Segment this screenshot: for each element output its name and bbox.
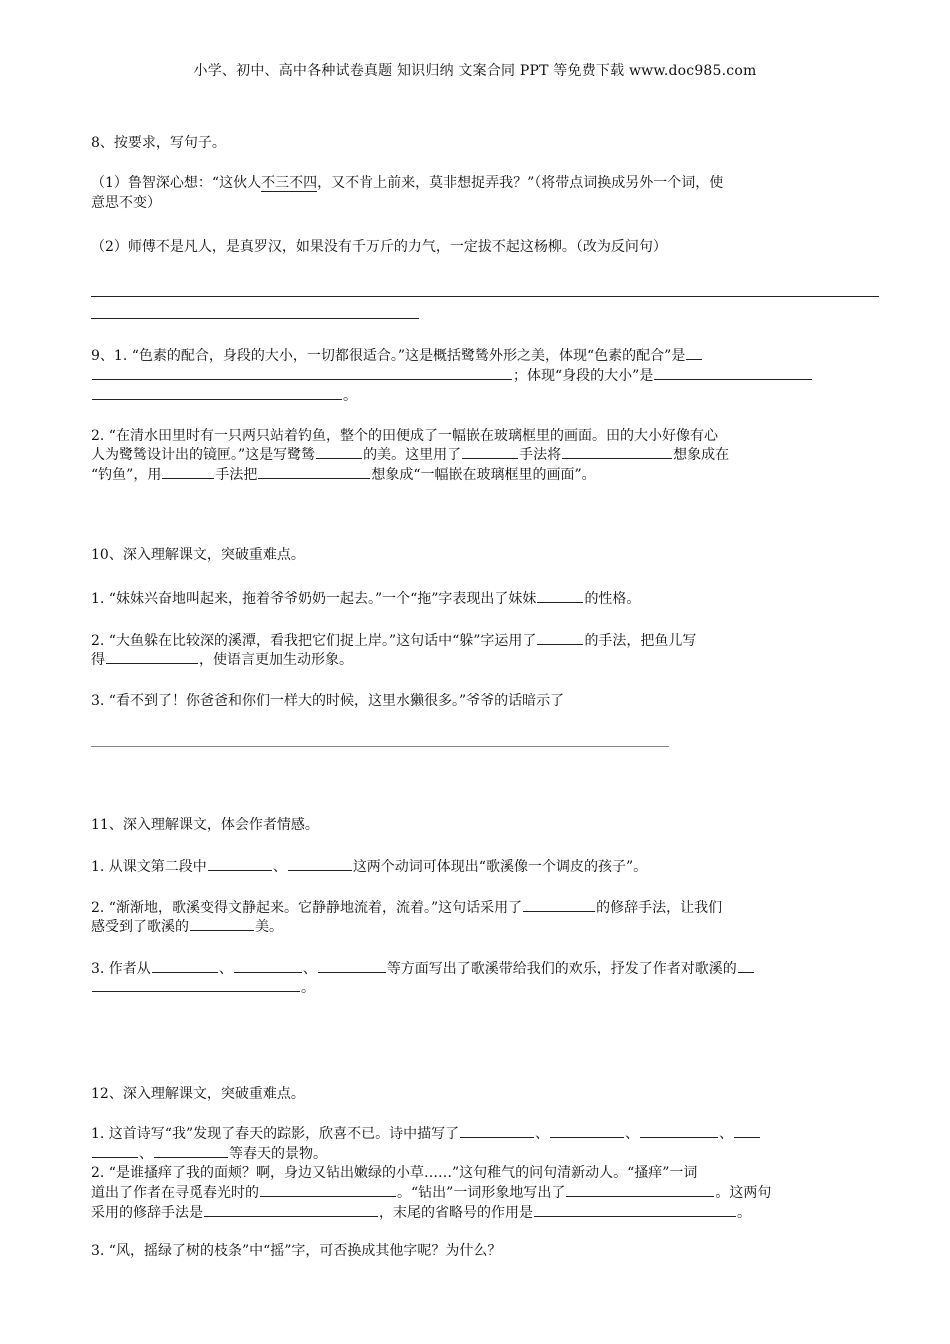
q8-sentence-1-cont: 意思不变） (91, 195, 161, 211)
q11-item-2-line-2: 感受到了歌溪的 美。 (91, 916, 863, 937)
blank (190, 916, 254, 931)
blank (234, 958, 302, 973)
blank (316, 444, 362, 459)
blank (550, 1123, 624, 1138)
q9-p2-line-3: “钓鱼”，用 手法把 想象成“一幅嵌在玻璃框里的画面”。 (91, 464, 863, 485)
q10-item-3: 3. “看不到了！你爸爸和你们一样大的时候，这里水獭很多。”爷爷的话暗示了 (91, 693, 565, 709)
blank (208, 856, 272, 871)
q10-item-2-line-2: 得 ，使语言更加生动形象。 (91, 649, 863, 670)
q12-item-2-line-2: 道出了作者在寻觅春光时的 。“钻出”一词形象地写出了 。这两句 (91, 1182, 863, 1203)
blank (562, 444, 672, 459)
blank (92, 365, 512, 380)
blank (318, 958, 386, 973)
q9-p2-line-2: 人为鹭鸶设计出的镜匣。”这是写鹭鸶 的美。这里用了 手法将 想象成在 (91, 444, 863, 465)
q10-item-2-line-1: 2. “大鱼躲在比较深的溪潭，看我把它们捉上岸。”这句话中“躲”字运用了 的手法，把鱼儿写 (91, 630, 863, 651)
page-header: 小学、初中、高中各种试卷真题 知识归纳 文案合同 PPT 等免费下载 www.doc985.com (193, 63, 757, 79)
q12-title: 12、深入理解课文，突破重难点。 (91, 1086, 305, 1102)
q9-line-3: 。 (91, 385, 863, 406)
blank (106, 649, 198, 664)
q10-title: 10、深入理解课文，突破重难点。 (91, 547, 305, 563)
blank (534, 1202, 736, 1217)
blank (92, 385, 342, 400)
blank (460, 1123, 534, 1138)
q9-line-1: 9、1. “色素的配合，身段的大小，一切都很适合。”这是概括鹭鸶外形之美，体现“色素的配合”是 (91, 345, 863, 366)
q8-sentence-2: （2）师傅不是凡人，是真罗汉，如果没有千万斤的力气，一定拔不起这杨柳。（改为反问句） (91, 239, 667, 255)
blank (204, 1202, 378, 1217)
blank (566, 1182, 714, 1197)
blank (523, 897, 595, 912)
q9-p2-line-1: 2. “在清水田里时有一只两只站着钓鱼，整个的田便成了一幅嵌在玻璃框里的画面。田的大小好像有心 (91, 428, 718, 444)
blank (258, 464, 370, 479)
blank (640, 1123, 718, 1138)
q12-item-1-line-1: 1. 这首诗写“我”发现了春天的踪影，欣喜不已。诗中描写了 、 、 、 (91, 1123, 863, 1144)
answer-line (91, 746, 669, 747)
q11-item-3-line-1: 3. 作者从 、 、 等方面写出了歌溪带给我们的欢乐，抒发了作者对歌溪的 (91, 958, 863, 979)
blank (537, 588, 583, 603)
blank (462, 444, 518, 459)
q11-item-2-line-1: 2. “渐渐地，歌溪变得文静起来。它静静地流着，流着。”这句话采用了 的修辞手法，让我们 (91, 897, 863, 918)
blank (686, 345, 702, 360)
q12-item-2-line-1: 2. “是谁搔痒了我的面颊？啊，身边又钻出嫩绿的小草……”这句稚气的问句清新动人。“搔痒”一词 (91, 1165, 698, 1181)
blank (92, 977, 300, 992)
blank (154, 1143, 228, 1158)
blank (260, 1182, 396, 1197)
q10-item-1: 1. “妹妹兴奋地叫起来，拖着爷爷奶奶一起去。”一个“拖”字表现出了妹妹 的性格。 (91, 588, 863, 609)
q11-item-3-line-2: 。 (91, 977, 863, 998)
blank (92, 1143, 138, 1158)
answer-line (91, 318, 419, 319)
blank (288, 856, 352, 871)
blank (152, 958, 218, 973)
q8-sentence-1: （1）鲁智深心想：“这伙人不三不四，又不肯上前来，莫非想捉弄我？”（将带点词换成另外一个词，使 (91, 175, 724, 191)
q8-title: 8、按要求，写句子。 (91, 135, 226, 151)
q8-marked-word: 不三不四 (261, 175, 318, 191)
blank (654, 365, 812, 380)
blank (738, 958, 754, 973)
q11-item-1: 1. 从课文第二段中 、 这两个动词可体现出“歌溪像一个调皮的孩子”。 (91, 856, 863, 877)
q12-item-1-line-2: 、 等春天的景物。 (91, 1143, 863, 1164)
blank (162, 464, 214, 479)
q12-item-3: 3. “风，摇绿了树的枝条”中“摇”字，可否换成其他字呢？为什么？ (91, 1243, 502, 1259)
q11-title: 11、深入理解课文，体会作者情感。 (91, 817, 319, 833)
q9-line-2: ；体现“身段的大小”是 (91, 365, 863, 386)
answer-line (91, 296, 879, 297)
blank (537, 630, 583, 645)
blank (734, 1123, 760, 1138)
q12-item-2-line-3: 采用的修辞手法是 ，末尾的省略号的作用是 。 (91, 1202, 863, 1223)
